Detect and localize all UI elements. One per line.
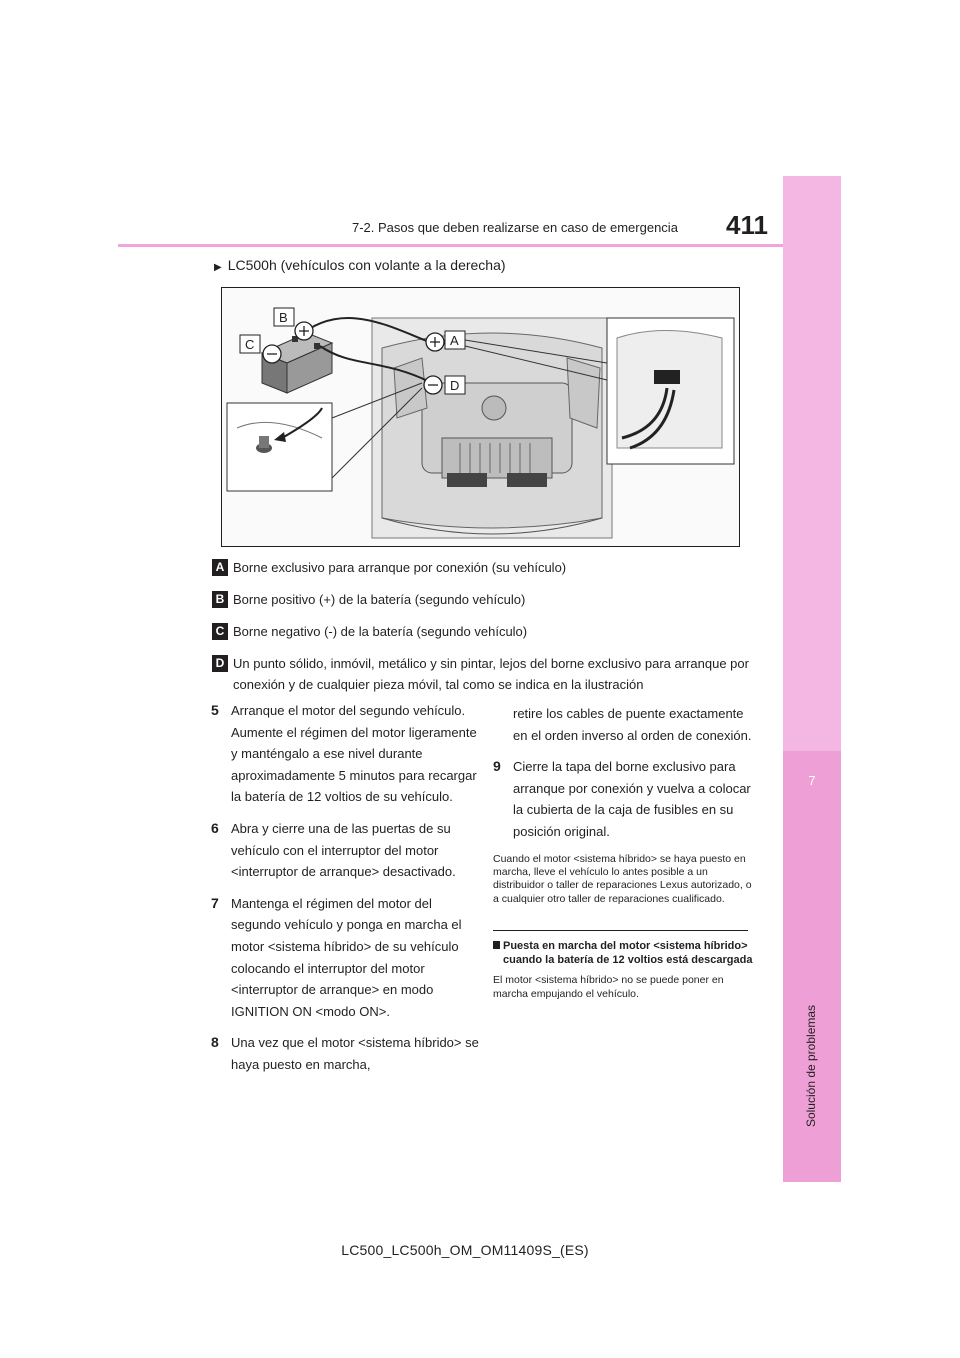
chapter-side-tab: [783, 176, 841, 1182]
step-6: 6 Abra y cierre una de las puertas de su vehículo con el interruptor del motor <interruptor de arranque> desactivado.: [211, 819, 456, 880]
svg-text:A: A: [450, 333, 459, 348]
svg-text:D: D: [450, 378, 460, 393]
square-bullet-icon: [493, 941, 500, 949]
callout-badge: C: [212, 623, 228, 640]
svg-text:C: C: [245, 337, 255, 352]
header-divider: [118, 244, 783, 247]
right-column: [493, 703, 755, 1001]
callout-badge: D: [212, 655, 228, 672]
step-7: 7 Mantenga el régimen del motor del segundo vehículo y ponga en marcha el motor <sistema híbrido> de su vehículo colocando el interruptor del motor <interruptor de arranque> en modo IGNITION ON <modo ON>.: [211, 894, 462, 1019]
info-body: El motor <sistema híbrido> no se puede poner en marcha empujando el vehículo.: [493, 974, 724, 1001]
document-code: LC500_LC500h_OM_OM11409S_(ES): [341, 1242, 589, 1258]
info-divider: [493, 930, 748, 931]
svg-text:B: B: [279, 310, 288, 325]
step-9: 9 Cierre la tapa del borne exclusivo para arranque por conexión y vuelva a colocar la cubierta de la caja de fusibles en su posición original.: [493, 758, 751, 839]
engine-bay-drawing: [372, 318, 612, 538]
callout-legend: [212, 557, 752, 706]
legend-item: A Borne exclusivo para arranque por conexión (su vehículo): [212, 557, 752, 578]
engine-bay-illustration: [221, 287, 740, 547]
info-heading: Puesta en marcha del motor <sistema híbrido> cuando la batería de 12 voltios está descargada: [493, 939, 755, 967]
callout-badge: A: [212, 559, 228, 576]
section-title: 7-2. Pasos que deben realizarse en caso de emergencia: [352, 220, 678, 235]
step-8-continued: retire los cables de puente exactamente en el orden inverso al orden de conexión.: [513, 706, 752, 743]
legend-item: C Borne negativo (-) de la batería (segundo vehículo): [212, 621, 752, 642]
after-start-note: Cuando el motor <sistema híbrido> se haya puesto en marcha, lleve el vehículo lo antes posible a un distribuidor o taller de reparaciones Lexus autorizado, o a cualquier otro taller de reparaciones cualificado.: [493, 852, 752, 905]
left-column: [211, 700, 479, 1086]
step-8: 8 Una vez que el motor <sistema híbrido> se haya puesto en marcha,: [211, 1034, 479, 1072]
illustration-svg: [222, 288, 739, 546]
triangle-bullet-icon: ▶: [214, 262, 222, 273]
step-5: 5 Arranque el motor del segundo vehículo. Aumente el régimen del motor ligeramente y manténgalo a ese nivel durante aproximadamente 5 minutos para recargar la batería de 12 voltios de su vehículo.: [211, 702, 477, 805]
sub-heading: ▶ LC500h (vehículos con volante a la derecha): [214, 257, 506, 273]
legend-item: D Un punto sólido, inmóvil, metálico y sin pintar, lejos del borne exclusivo para arranque por conexión y de cualquier pieza móvil, tal como se indica en la ilustración: [212, 653, 752, 695]
callout-badge: B: [212, 591, 228, 608]
legend-item: B Borne positivo (+) de la batería (segundo vehículo): [212, 589, 752, 610]
chapter-title: Solución de problemas: [804, 1004, 818, 1128]
chapter-number: 7: [808, 773, 816, 788]
page-number: 411: [726, 210, 768, 240]
